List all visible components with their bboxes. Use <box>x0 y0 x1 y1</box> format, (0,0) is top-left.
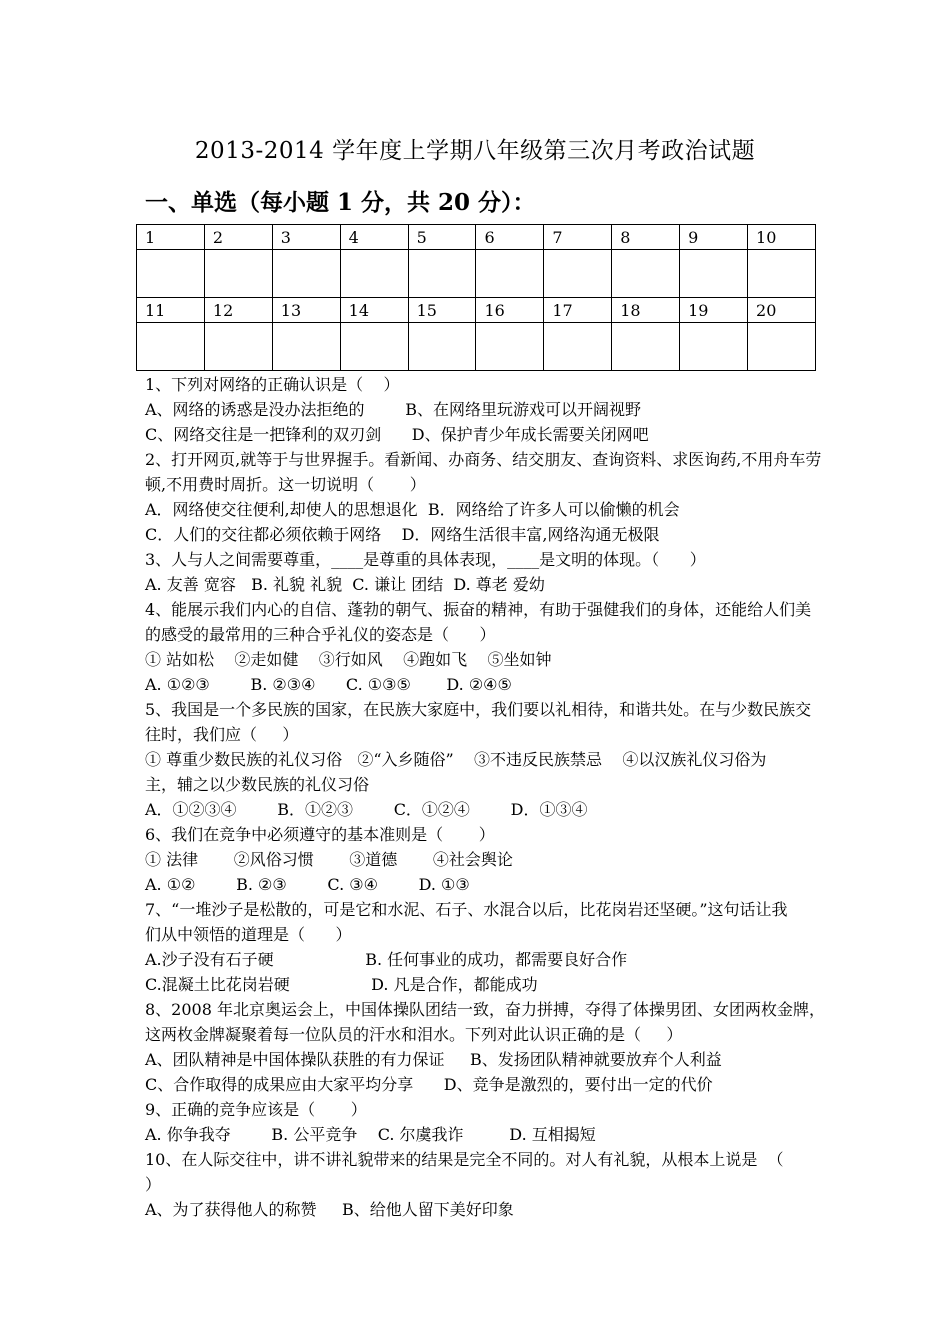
answer-blank-cell[interactable] <box>204 250 272 298</box>
answer-blank-cell[interactable] <box>408 323 476 371</box>
answer-blank-cell[interactable] <box>544 323 612 371</box>
question-6-items: ① 法律 ②风俗习惯 ③道德 ④社会舆论 <box>145 850 513 869</box>
answer-grid-number-cell: 7 <box>544 225 612 250</box>
question-10-stem: 10、在人际交往中，讲不讲礼貌带来的结果是完全不同的。对人有礼貌，从根本上说是 （ <box>145 1150 784 1169</box>
question-7-options-ab: A.沙子没有石子硬 B. 任何事业的成功，都需要良好合作 <box>145 950 628 969</box>
question-7-stem: 7、“一堆沙子是松散的，可是它和水泥、石子、水混合以后，比花岗岩还坚硬。”这句话让我 <box>145 900 788 919</box>
answer-grid-number-cell: 2 <box>204 225 272 250</box>
answer-grid-number-cell: 9 <box>680 225 748 250</box>
question-2-options-cd: C．人们的交往都必须依赖于网络 D．网络生活很丰富,网络沟通无极限 <box>145 525 660 544</box>
answer-blank-cell[interactable] <box>748 323 816 371</box>
question-5-stem-cont: 往时，我们应（ ） <box>145 725 299 744</box>
question-1-options-cd: C、网络交往是一把锋利的双刃剑 D、保护青少年成长需要关闭网吧 <box>145 425 649 444</box>
answer-grid-number-cell: 6 <box>476 225 544 250</box>
answer-grid-number-cell: 13 <box>272 298 340 323</box>
answer-grid-number-cell: 1 <box>137 225 205 250</box>
question-5-items-cont: 主，辅之以少数民族的礼仪习俗 <box>145 775 370 794</box>
answer-grid-number-cell: 15 <box>408 298 476 323</box>
answer-grid-number-cell: 8 <box>612 225 680 250</box>
question-2-stem-cont: 顿,不用费时周折。这一切说明（ ） <box>145 475 426 494</box>
answer-blank-cell[interactable] <box>272 323 340 371</box>
question-7-options-cd: C.混凝土比花岗岩硬 D. 凡是合作，都能成功 <box>145 975 538 994</box>
question-3-options: A. 友善 宽容 B. 礼貌 礼貌 C. 谦让 团结 D. 尊老 爱幼 <box>145 575 545 594</box>
answer-grid-number-cell: 12 <box>204 298 272 323</box>
question-4-stem: 4、能展示我们内心的自信、蓬勃的朝气、振奋的精神，有助于强健我们的身体，还能给人们美 <box>145 600 812 619</box>
answer-blank-cell[interactable] <box>680 250 748 298</box>
question-3-stem: 3、人与人之间需要尊重，____是尊重的具体表现，____是文明的体现。（ ） <box>145 550 706 569</box>
answer-grid-table <box>136 224 816 371</box>
answer-grid-number-row <box>137 298 816 323</box>
answer-blank-cell[interactable] <box>476 250 544 298</box>
question-2-options-ab: A．网络使交往便利,却使人的思想退化 B．网络给了许多人可以偷懒的机会 <box>145 500 680 519</box>
answer-grid-number-cell: 14 <box>340 298 408 323</box>
answer-blank-cell[interactable] <box>137 250 205 298</box>
answer-grid-number-cell: 19 <box>680 298 748 323</box>
answer-blank-cell[interactable] <box>612 250 680 298</box>
answer-grid-number-row <box>137 225 816 250</box>
question-8-options-ab: A、团队精神是中国体操队获胜的有力保证 B、发扬团队精神就要放弃个人利益 <box>145 1050 722 1069</box>
answer-blank-cell[interactable] <box>272 250 340 298</box>
answer-grid-number-cell: 10 <box>748 225 816 250</box>
answer-grid-number-cell: 5 <box>408 225 476 250</box>
question-4-items: ① 站如松 ②走如健 ③行如风 ④跑如飞 ⑤坐如钟 <box>145 650 552 669</box>
answer-blank-cell[interactable] <box>544 250 612 298</box>
question-10-options-ab: A、为了获得他人的称赞 B、给他人留下美好印象 <box>145 1200 514 1219</box>
answer-grid-number-cell: 20 <box>748 298 816 323</box>
answer-blank-cell[interactable] <box>340 250 408 298</box>
question-8-stem: 8、2008 年北京奥运会上，中国体操队团结一致，奋力拼搏，夺得了体操男团、女团两枚金牌， <box>145 1000 825 1019</box>
question-9-options: A. 你争我夺 B. 公平竞争 C. 尔虞我诈 D. 互相揭短 <box>145 1125 596 1144</box>
answer-blank-cell[interactable] <box>204 323 272 371</box>
question-5-items: ① 尊重少数民族的礼仪习俗 ②“入乡随俗” ③不违反民族禁忌 ④以汉族礼仪习俗为 <box>145 750 767 769</box>
question-7-stem-cont: 们从中领悟的道理是（ ） <box>145 925 352 944</box>
answer-blank-cell[interactable] <box>476 323 544 371</box>
answer-blank-cell[interactable] <box>408 250 476 298</box>
question-6-options: A. ①② B. ②③ C. ③④ D. ①③ <box>145 875 470 894</box>
question-5-stem: 5、我国是一个多民族的国家，在民族大家庭中，我们要以礼相待，和谐共处。在与少数民族交 <box>145 700 812 719</box>
question-1-options-ab: A、网络的诱惑是没办法拒绝的 B、在网络里玩游戏可以开阔视野 <box>145 400 642 419</box>
question-8-options-cd: C、合作取得的成果应由大家平均分享 D、竞争是激烈的，要付出一定的代价 <box>145 1075 713 1094</box>
answer-blank-cell[interactable] <box>137 323 205 371</box>
answer-grid-number-cell: 17 <box>544 298 612 323</box>
question-list <box>145 372 825 1222</box>
question-1-stem: 1、下列对网络的正确认识是（ ） <box>145 375 400 394</box>
answer-grid-blank-row <box>137 323 816 371</box>
answer-grid-blank-row <box>137 250 816 298</box>
question-2-stem: 2、打开网页,就等于与世界握手。看新闻、办商务、结交朋友、查询资料、求医询药,不用舟车劳 <box>145 450 822 469</box>
answer-grid-number-cell: 18 <box>612 298 680 323</box>
question-5-options: A．①②③④ B．①②③ C．①②④ D．①③④ <box>145 800 588 819</box>
answer-grid-number-cell: 16 <box>476 298 544 323</box>
question-4-options: A. ①②③ B. ②③④ C. ①③⑤ D. ②④⑤ <box>145 675 512 694</box>
question-10-stem-cont: ） <box>145 1175 162 1194</box>
answer-grid-number-cell: 4 <box>340 225 408 250</box>
answer-grid-number-cell: 3 <box>272 225 340 250</box>
question-9-stem: 9、正确的竞争应该是（ ） <box>145 1100 367 1119</box>
answer-grid-number-cell: 11 <box>137 298 205 323</box>
answer-blank-cell[interactable] <box>340 323 408 371</box>
section-heading: 一、单选（每小题 1 分，共 20 分）： <box>145 189 536 216</box>
question-4-stem-cont: 的感受的最常用的三种合乎礼仪的姿态是（ ） <box>145 625 496 644</box>
answer-blank-cell[interactable] <box>612 323 680 371</box>
answer-blank-cell[interactable] <box>748 250 816 298</box>
exam-title: 2013-2014 学年度上学期八年级第三次月考政治试题 <box>194 138 756 164</box>
answer-blank-cell[interactable] <box>680 323 748 371</box>
question-6-stem: 6、我们在竞争中必须遵守的基本准则是（ ） <box>145 825 495 844</box>
question-8-stem-cont: 这两枚金牌凝聚着每一位队员的汗水和泪水。下列对此认识正确的是（ ） <box>145 1025 683 1044</box>
